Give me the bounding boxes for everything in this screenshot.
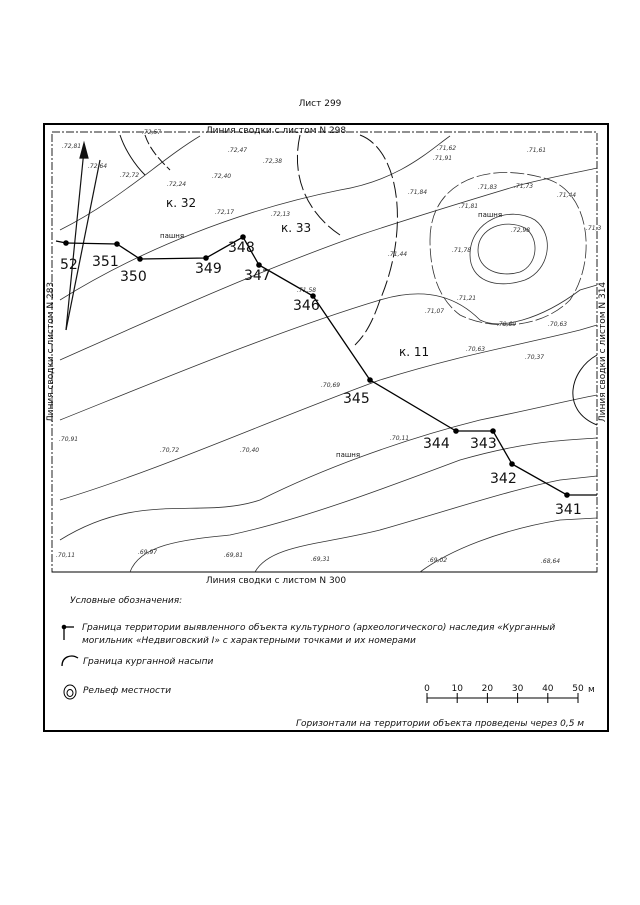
relief-legend-icon bbox=[64, 685, 76, 699]
contour-line bbox=[130, 438, 597, 572]
boundary-point-349 bbox=[203, 255, 209, 261]
elevation-label: .71,84 bbox=[408, 189, 428, 196]
elevation-label: .71,78 bbox=[452, 247, 472, 254]
elevation-label: .72,13 bbox=[271, 211, 291, 218]
land-label: пашня bbox=[336, 451, 361, 459]
elevation-label: .72,64 bbox=[88, 163, 108, 170]
tie-line-top: Линия сводки с листом N 298 bbox=[205, 126, 347, 136]
boundary-labels bbox=[60, 240, 582, 518]
elevation-label: .70,37 bbox=[525, 354, 545, 361]
boundary-point-342 bbox=[509, 461, 515, 467]
elevation-label: .72,24 bbox=[167, 181, 187, 188]
boundary-point-label: 341 bbox=[555, 502, 582, 518]
boundary-point-348 bbox=[240, 234, 246, 240]
tie-line-right: Линия сводки с листом N 314 bbox=[598, 281, 608, 423]
boundary-point-label: 344 bbox=[423, 436, 450, 452]
elevation-label: .70,63 bbox=[548, 321, 568, 328]
mound-arc bbox=[355, 135, 397, 345]
scale-tick-label: 20 bbox=[481, 684, 494, 694]
map-inner-frame bbox=[52, 132, 597, 572]
elevation-label: .69,97 bbox=[138, 549, 158, 556]
contour-note: Горизонтали на территории объекта проведены через 0,5 м bbox=[296, 719, 585, 729]
boundary-point-label: 345 bbox=[343, 391, 370, 407]
elevation-label: .71,44 bbox=[388, 251, 408, 258]
scale-tick-label: 10 bbox=[451, 684, 463, 694]
scale-tick-label: 30 bbox=[511, 684, 524, 694]
elevation-label: .72,98 bbox=[511, 227, 531, 234]
elevation-label: .70,11 bbox=[390, 435, 410, 442]
scale-tick-label: 50 bbox=[572, 684, 584, 694]
boundary-point-347 bbox=[256, 262, 262, 268]
boundary-point-343 bbox=[490, 428, 496, 434]
quarter-label: к. 11 bbox=[399, 345, 430, 359]
contour-line bbox=[60, 168, 597, 360]
elevation-label: .70,69 bbox=[321, 382, 341, 389]
elevation-label: .68,64 bbox=[541, 558, 561, 565]
boundary-point-351 bbox=[114, 241, 120, 247]
north-arrow-icon bbox=[66, 143, 100, 330]
mound-arc bbox=[120, 135, 145, 175]
scale-tick-label: 0 bbox=[424, 684, 430, 694]
boundary-point-label: 349 bbox=[195, 261, 222, 277]
elevation-label: .71,3 bbox=[586, 225, 602, 232]
contour-lines bbox=[60, 136, 597, 572]
mound-arc bbox=[573, 355, 597, 425]
boundary-point-label: 351 bbox=[92, 254, 119, 270]
elevation-label: .69,81 bbox=[224, 552, 244, 559]
elevation-label: .71,62 bbox=[437, 145, 457, 152]
elevation-label: .71,58 bbox=[297, 287, 317, 294]
elevation-label: .72,38 bbox=[263, 158, 283, 165]
elevation-label: .71,21 bbox=[457, 295, 477, 302]
boundary-point-label: 346 bbox=[293, 298, 320, 314]
elevation-label: .71,81 bbox=[459, 203, 479, 210]
elevation-label: .69,31 bbox=[311, 556, 331, 563]
boundary-point-label: 342 bbox=[490, 471, 517, 487]
boundary-point-341 bbox=[564, 492, 570, 498]
elevation-label: .70,91 bbox=[59, 436, 79, 443]
elevation-label: .70,72 bbox=[160, 447, 180, 454]
contour-line bbox=[60, 395, 597, 540]
scale-tick-label: 40 bbox=[542, 684, 554, 694]
tie-line-bottom: Линия сводки с листом N 300 bbox=[205, 576, 347, 586]
elevation-label: .71,83 bbox=[478, 184, 498, 191]
scale-unit: м bbox=[588, 685, 595, 695]
boundary-point-label: 347 bbox=[244, 268, 271, 284]
elevation-label: .69,02 bbox=[428, 557, 448, 564]
land-label: пашня bbox=[160, 232, 185, 240]
legend-boundary-line2: могильник «Недвиговский I» с характерными точками и их номерами bbox=[82, 636, 416, 646]
legend-title: Условные обозначения: bbox=[70, 596, 183, 606]
legend-relief: Рельеф местности bbox=[83, 686, 172, 696]
elevation-label: .72,72 bbox=[120, 172, 140, 179]
land-label: пашня bbox=[478, 211, 503, 219]
mound-arc bbox=[145, 135, 170, 170]
boundary-point-345 bbox=[367, 377, 373, 383]
elevation-label: .71,91 bbox=[433, 155, 453, 162]
elevation-label: .72,81 bbox=[62, 143, 82, 150]
elevation-label: .71,61 bbox=[527, 147, 547, 154]
mound-arc bbox=[297, 135, 340, 235]
elevation-label: .72,40 bbox=[212, 173, 232, 180]
elevation-label: .70,69 bbox=[497, 321, 517, 328]
legend-mound: Граница курганной насыпи bbox=[83, 657, 214, 667]
elevation-label: .70,40 bbox=[240, 447, 260, 454]
elevation-label: .71,73 bbox=[514, 183, 534, 190]
boundary-point-label: 350 bbox=[120, 269, 147, 285]
elevation-label: .72,57 bbox=[142, 129, 162, 136]
scale-bar bbox=[424, 684, 595, 703]
boundary-point-label: 343 bbox=[470, 436, 497, 452]
boundary-point-label: 348 bbox=[228, 240, 255, 256]
elevation-label: .70,63 bbox=[466, 346, 486, 353]
elevation-label: .72,47 bbox=[228, 147, 248, 154]
tie-line-left: Линия сводки с листом N 283 bbox=[46, 281, 56, 423]
boundary-legend-icon bbox=[62, 625, 74, 640]
boundary-point-344 bbox=[453, 428, 459, 434]
boundary-point-350 bbox=[137, 256, 143, 262]
quarter-label: к. 33 bbox=[281, 221, 312, 235]
elevation-label: .70,11 bbox=[56, 552, 76, 559]
legend-boundary-line1: Граница территории выявленного объекта культурного (археологического) наследия «Курганный bbox=[82, 623, 556, 633]
mound-legend-icon bbox=[62, 656, 78, 666]
elevation-label: .71,07 bbox=[425, 308, 445, 315]
elevation-labels bbox=[56, 129, 601, 565]
elevation-label: .72,17 bbox=[215, 209, 235, 216]
hill-contour bbox=[470, 214, 547, 284]
sheet-title: Лист 299 bbox=[298, 99, 342, 109]
quarter-label: к. 32 bbox=[166, 196, 197, 210]
elevation-label: .71,44 bbox=[557, 192, 577, 199]
boundary-point-label: 52 bbox=[60, 257, 78, 273]
boundary-point-352 bbox=[63, 240, 69, 246]
